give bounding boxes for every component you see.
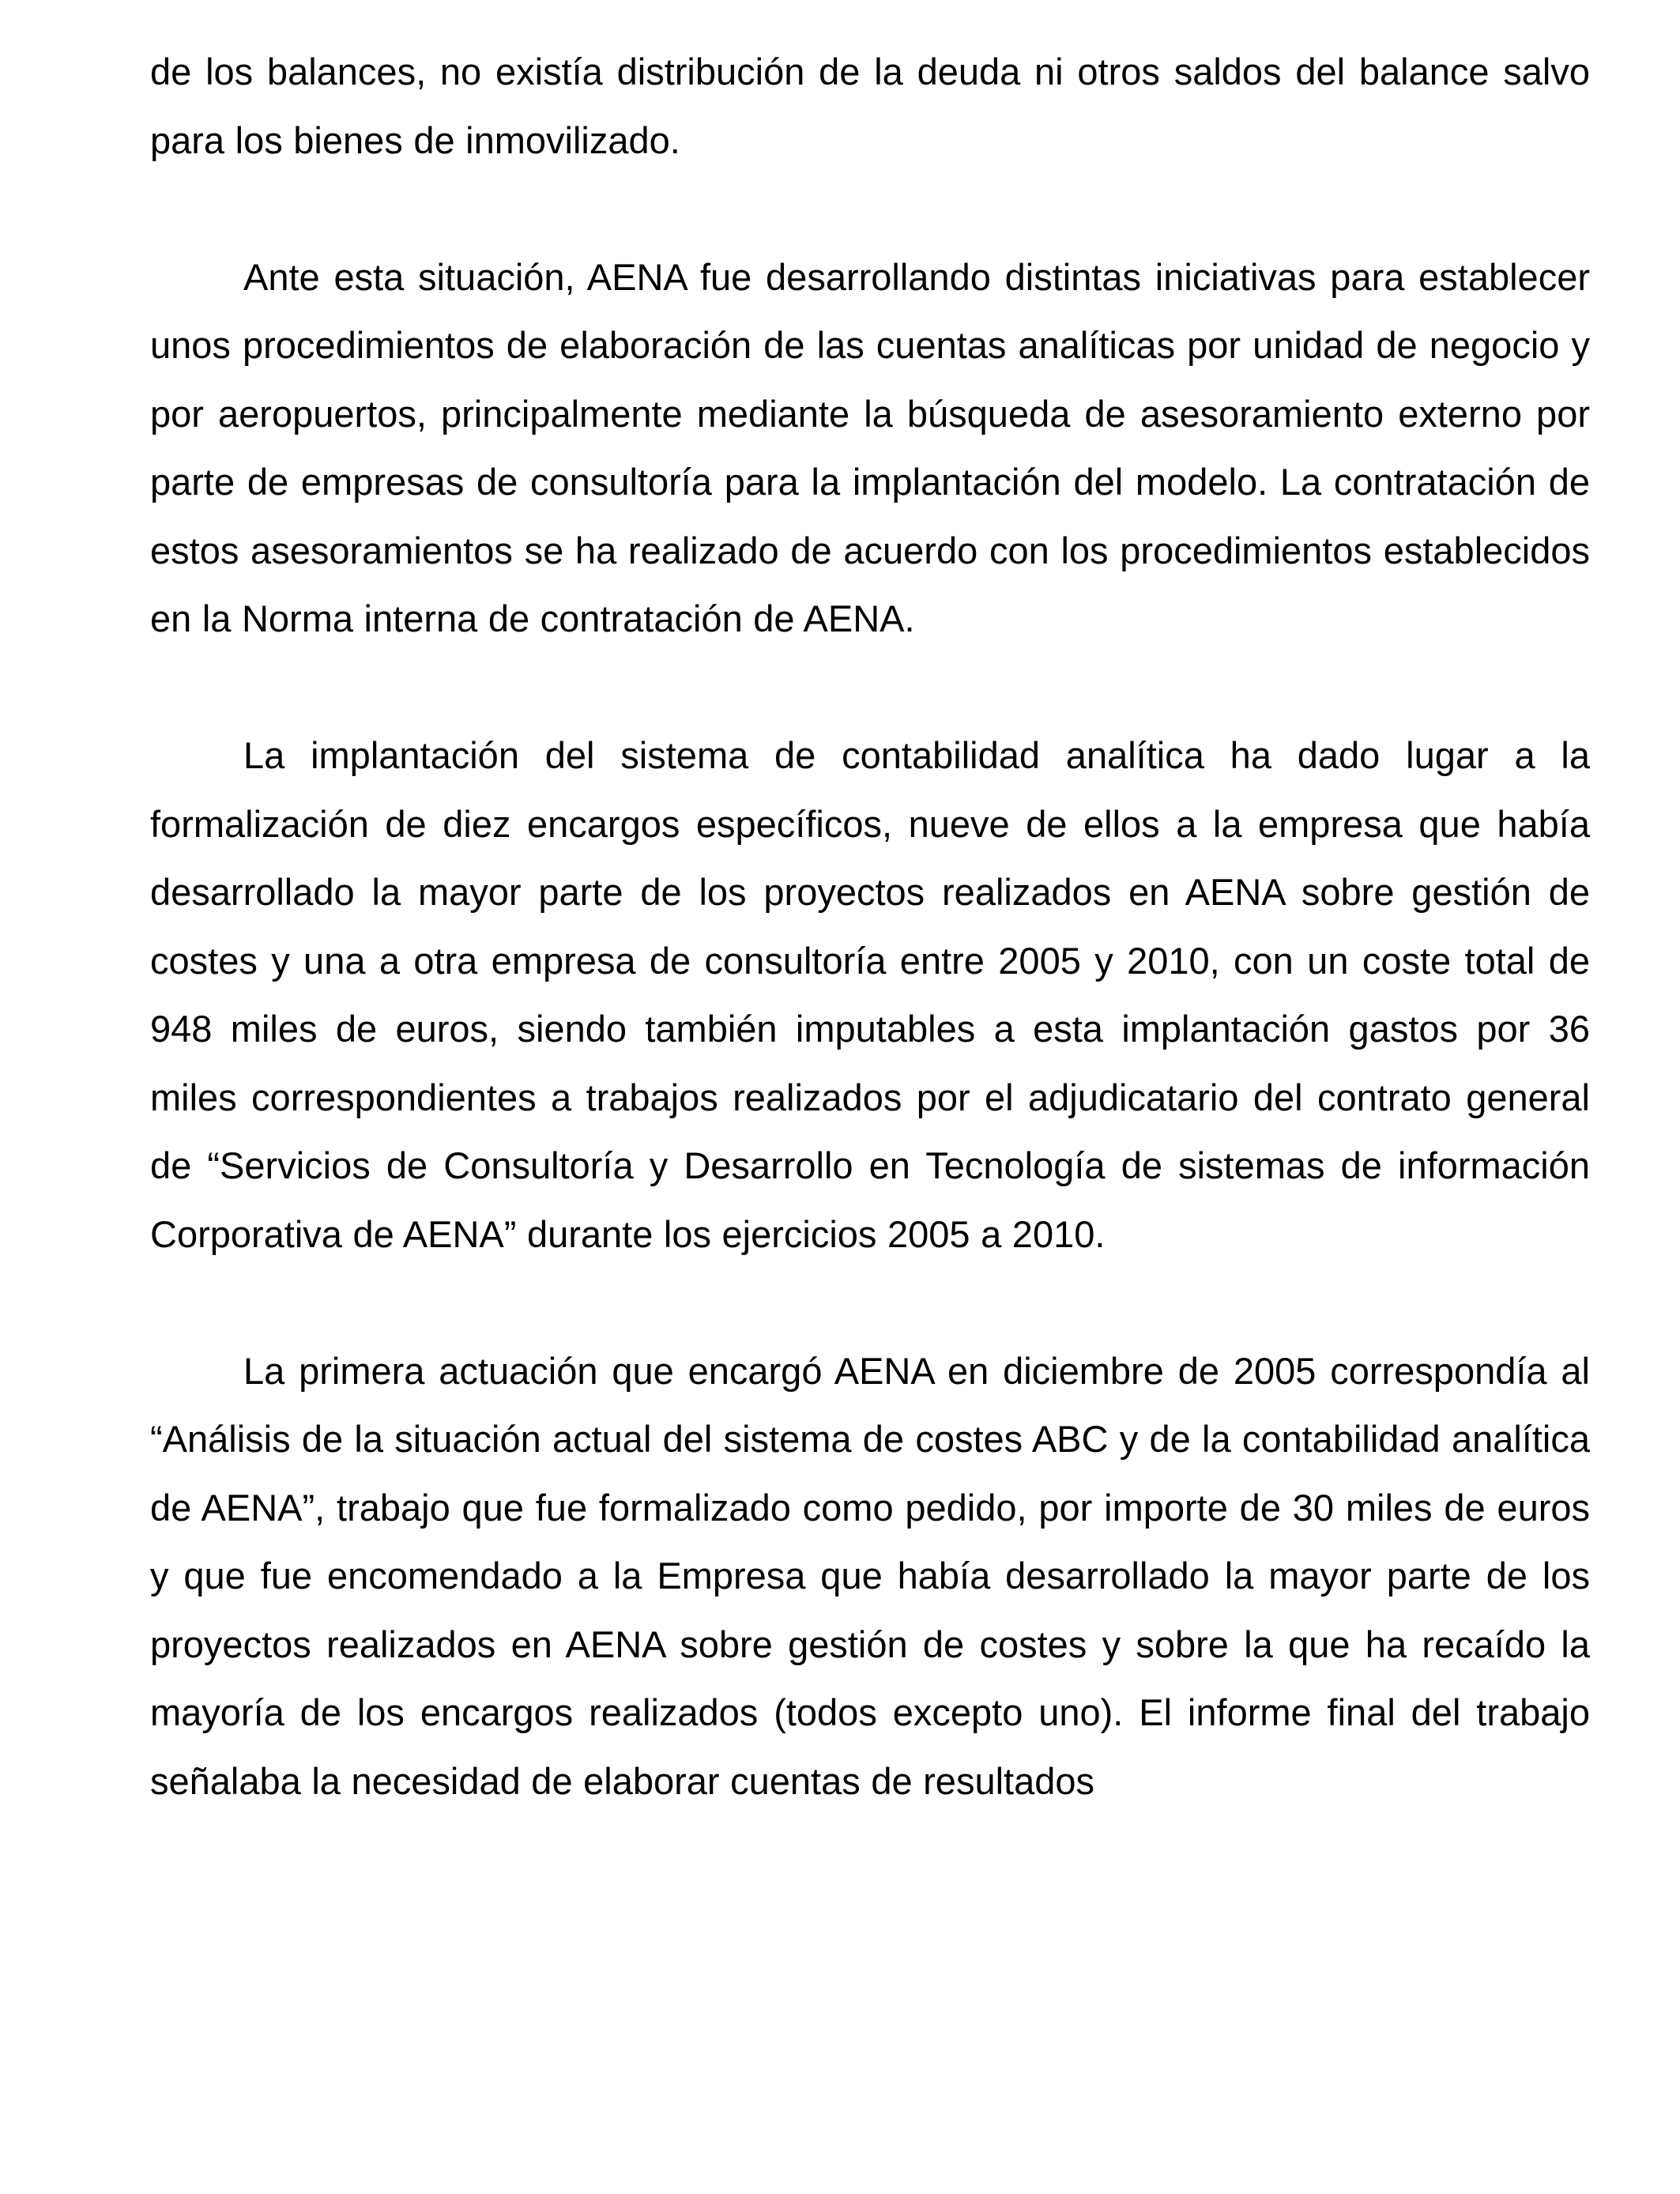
paragraph-aena-initiatives: Ante esta situación, AENA fue desarrollando distintas iniciativas para establecer unos procedimientos de elaboración de las cuentas analíticas por unidad de negocio y por aeropuertos, principalmente mediante la búsqueda de asesoramiento externo por parte de empresas de consultoría para la implantación del modelo. La contratación de estos asesoramientos se ha realizado de acuerdo con los procedimientos establecidos en la Norma interna de contratación de AENA.: [150, 255, 1590, 639]
document-page: [150, 38, 1590, 1815]
paragraph-analytic-accounting-implementation: La implantación del sistema de contabilidad analítica ha dado lugar a la formalización de diez encargos específicos, nueve de ellos a la empresa que había desarrollado la mayor parte de los proyectos realizados en AENA sobre gestión de costes y una a otra empresa de consultoría entre 2005 y 2010, con un coste total de 948 miles de euros, siendo también imputables a esta implantación gastos por 36 miles correspondientes a trabajos realizados por el adjudicatario del contrato general de “Servicios de Consultoría y Desarrollo en Tecnología de sistemas de información Corporativa de AENA” durante los ejercicios 2005 a 2010.: [150, 734, 1590, 1255]
paragraph-debt-distribution: de los balances, no existía distribución de la deuda ni otros saldos del balance salvo para los bienes de inmovilizado.: [150, 51, 1590, 161]
paragraph-first-engagement: La primera actuación que encargó AENA en diciembre de 2005 correspondía al “Análisis de la situación actual del sistema de costes ABC y de la contabilidad analítica de AENA”, trabajo que fue formalizado como pedido, por importe de 30 miles de euros y que fue encomendado a la Empresa que había desarrollado la mayor parte de los proyectos realizados en AENA sobre gestión de costes y sobre la que ha recaído la mayoría de los encargos realizados (todos excepto uno). El informe final del trabajo señalaba la necesidad de elaborar cuentas de resultados: [150, 1349, 1590, 1802]
